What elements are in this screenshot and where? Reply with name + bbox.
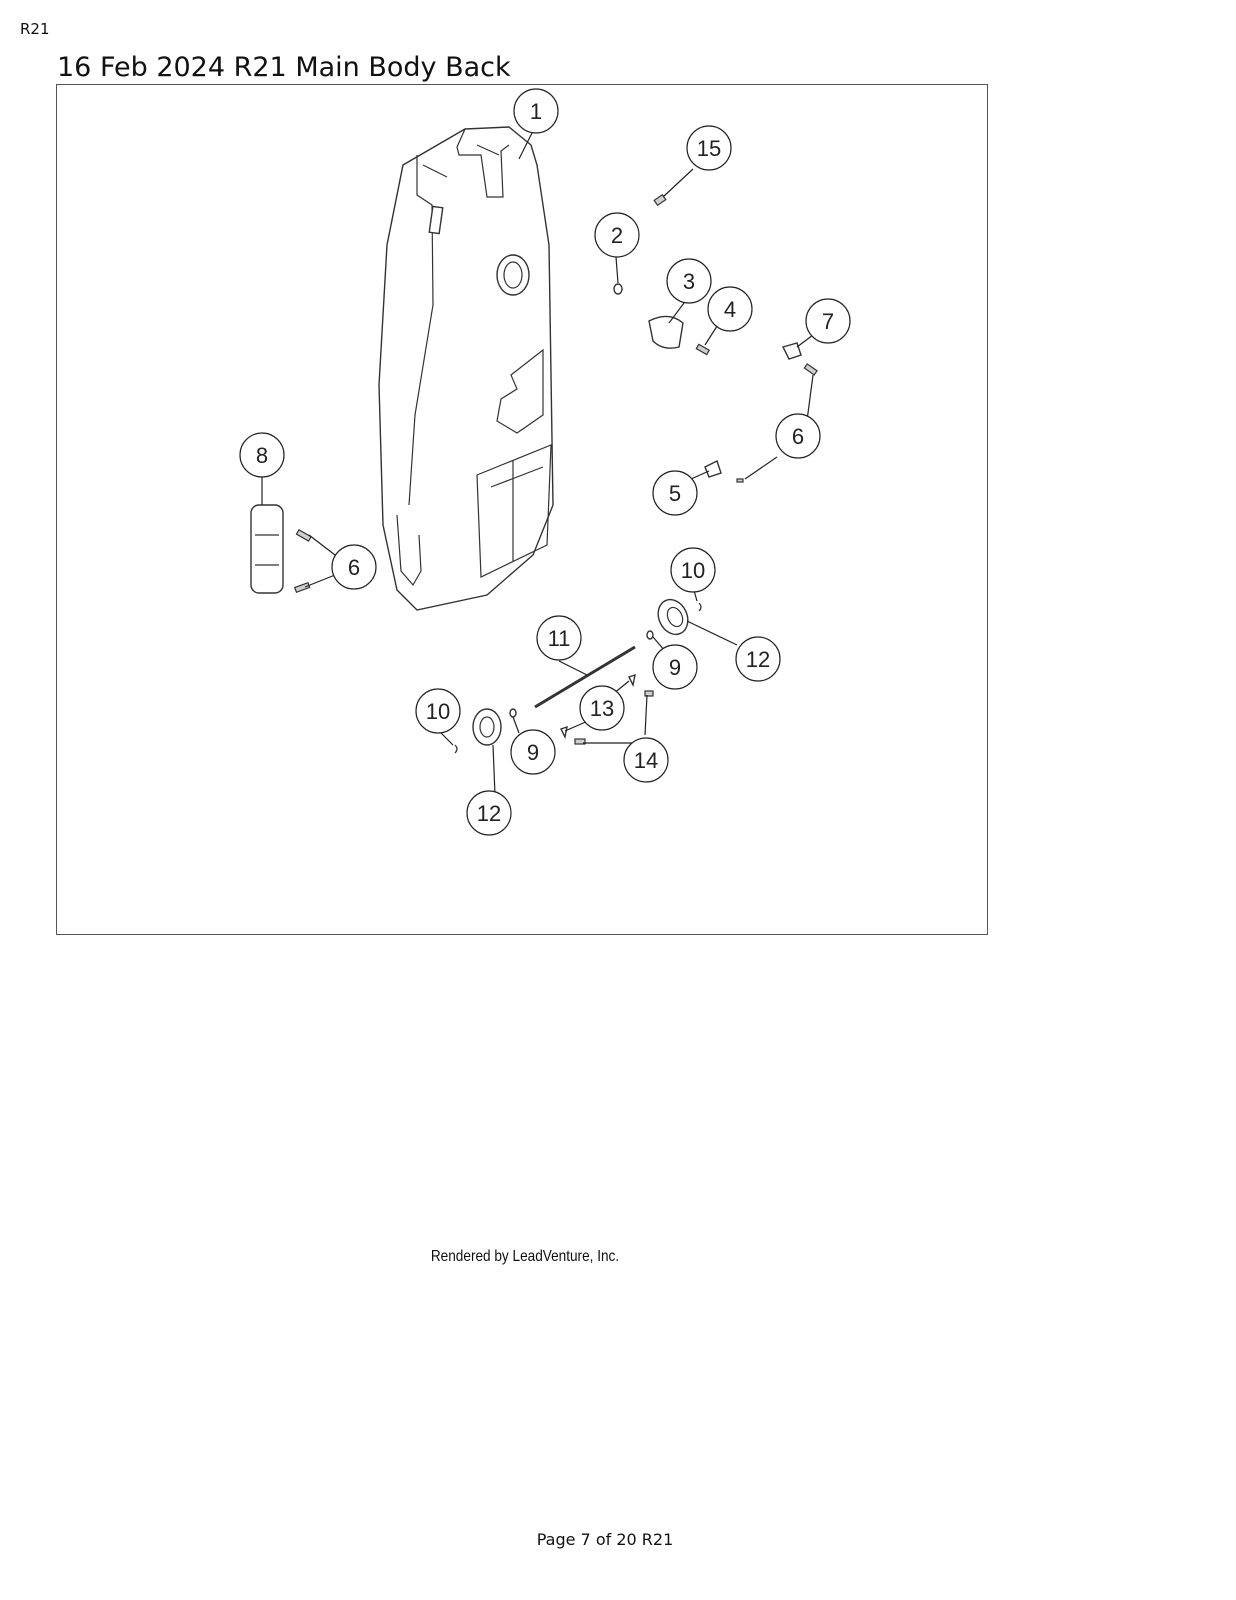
clip-part-5 [705, 461, 721, 477]
callout-10-right [671, 548, 715, 592]
callout-2 [595, 213, 639, 257]
exploded-parts-diagram [57, 85, 989, 936]
callout-9-left [511, 730, 555, 774]
callout-6-right [776, 414, 820, 458]
callout-5 [653, 471, 697, 515]
svg-text:10: 10 [425, 699, 451, 724]
callout-1 [514, 89, 558, 133]
diagram-frame [56, 84, 988, 935]
clip-part-3 [649, 316, 683, 348]
svg-text:7: 7 [821, 309, 835, 334]
callout-4 [708, 287, 752, 331]
callout-3 [667, 259, 711, 303]
render-credit: Rendered by LeadVenture, Inc. [430, 1248, 620, 1265]
document-id: R21 [20, 20, 50, 38]
callout-9-right [653, 645, 697, 689]
wheel-part-12-left [473, 709, 501, 745]
callout-14 [624, 738, 668, 782]
callout-6-left [332, 545, 376, 589]
svg-text:9: 9 [668, 655, 682, 680]
svg-text:10: 10 [680, 558, 706, 583]
screw-part-6-left [295, 530, 311, 592]
svg-text:15: 15 [696, 136, 722, 161]
svg-text:14: 14 [633, 748, 659, 773]
wheel-part-12-right [653, 595, 694, 639]
svg-text:4: 4 [723, 297, 737, 322]
svg-text:8: 8 [255, 443, 269, 468]
svg-text:13: 13 [589, 696, 615, 721]
svg-text:1: 1 [529, 99, 543, 124]
callout-7 [806, 299, 850, 343]
svg-text:9: 9 [526, 740, 540, 765]
grommet-part-2 [614, 284, 622, 294]
svg-text:6: 6 [347, 555, 361, 580]
svg-text:12: 12 [476, 801, 502, 826]
callout-15 [687, 126, 731, 170]
svg-text:12: 12 [745, 647, 771, 672]
callout-8 [240, 433, 284, 477]
callout-12-left [467, 791, 511, 835]
svg-text:3: 3 [682, 269, 696, 294]
screw-part-4 [696, 344, 709, 354]
page-title: 16 Feb 2024 R21 Main Body Back [57, 52, 511, 83]
svg-text:5: 5 [668, 481, 682, 506]
callout-11 [537, 616, 581, 660]
svg-text:6: 6 [791, 424, 805, 449]
callout-12-right [736, 637, 780, 681]
svg-text:11: 11 [547, 626, 571, 651]
main-body-back-part [379, 127, 553, 610]
callout-10-left [416, 689, 460, 733]
svg-text:2: 2 [610, 223, 624, 248]
page-footer: Page 7 of 20 R21 [536, 1530, 674, 1549]
callout-13 [580, 686, 624, 730]
grip-part-8 [251, 505, 283, 593]
